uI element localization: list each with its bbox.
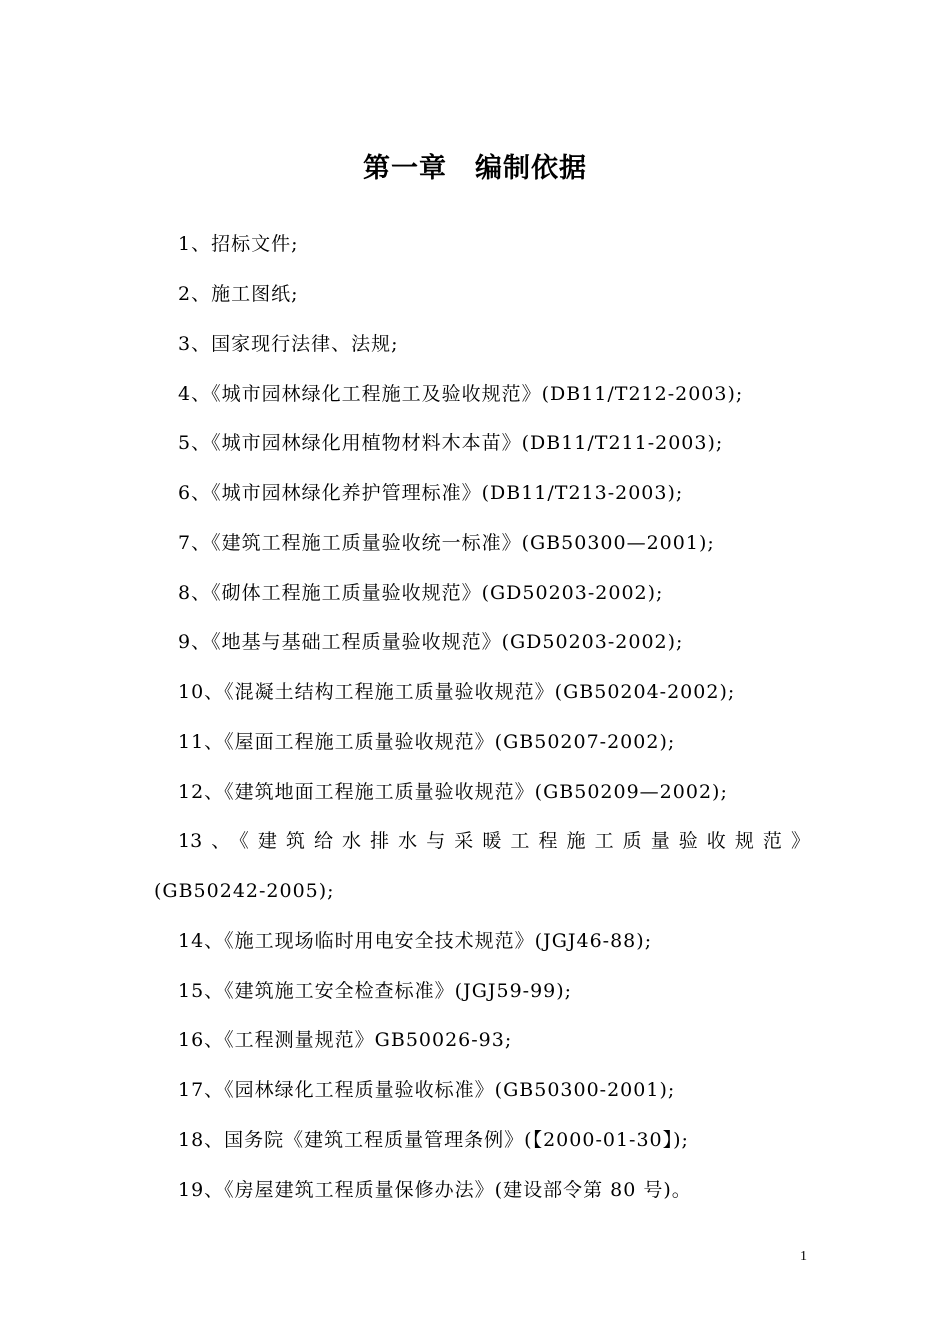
list-item: 8、《砌体工程施工质量验收规范》(GD50203-2002); — [178, 582, 664, 604]
list-item: 9、《地基与基础工程质量验收规范》(GD50203-2002); — [178, 631, 684, 653]
page-number: 1 — [800, 1249, 807, 1264]
chapter-title: 第一章 编制依据 — [363, 153, 587, 184]
list-item: 18、国务院《建筑工程质量管理条例》(【2000-01-30】); — [178, 1129, 689, 1151]
list-item: 14、《施工现场临时用电安全技术规范》(JGJ46-88); — [178, 930, 653, 952]
list-item: 3、国家现行法律、法规; — [178, 333, 399, 355]
list-item: 15、《建筑施工安全检查标准》(JGJ59-99); — [178, 980, 573, 1002]
list-item: 2、施工图纸; — [178, 283, 299, 305]
list-item: 17、《园林绿化工程质量验收标准》(GB50300-2001); — [178, 1079, 676, 1101]
list-item: 4、《城市园林绿化工程施工及验收规范》(DB11/T212-2003); — [178, 383, 744, 405]
list-item: 6、《城市园林绿化养护管理标准》(DB11/T213-2003); — [178, 482, 684, 504]
list-item: 1、招标文件; — [178, 233, 299, 255]
list-item: 12、《建筑地面工程施工质量验收规范》(GB50209—2002); — [178, 781, 728, 803]
list-item-continuation: (GB50242-2005); — [154, 880, 335, 902]
list-item: 16、《工程测量规范》GB50026-93; — [178, 1029, 513, 1051]
list-item: 19、《房屋建筑工程质量保修办法》(建设部令第 80 号)。 — [178, 1179, 692, 1201]
list-item: 7、《建筑工程施工质量验收统一标准》(GB50300—2001); — [178, 532, 715, 554]
list-item: 5、《城市园林绿化用植物材料木本苗》(DB11/T211-2003); — [178, 432, 724, 454]
list-item: 10、《混凝土结构工程施工质量验收规范》(GB50204-2002); — [178, 681, 736, 703]
list-item: 11、《屋面工程施工质量验收规范》(GB50207-2002); — [178, 731, 676, 753]
list-item: 13、《建筑给水排水与采暖工程施工质量验收规范》 — [178, 830, 810, 852]
